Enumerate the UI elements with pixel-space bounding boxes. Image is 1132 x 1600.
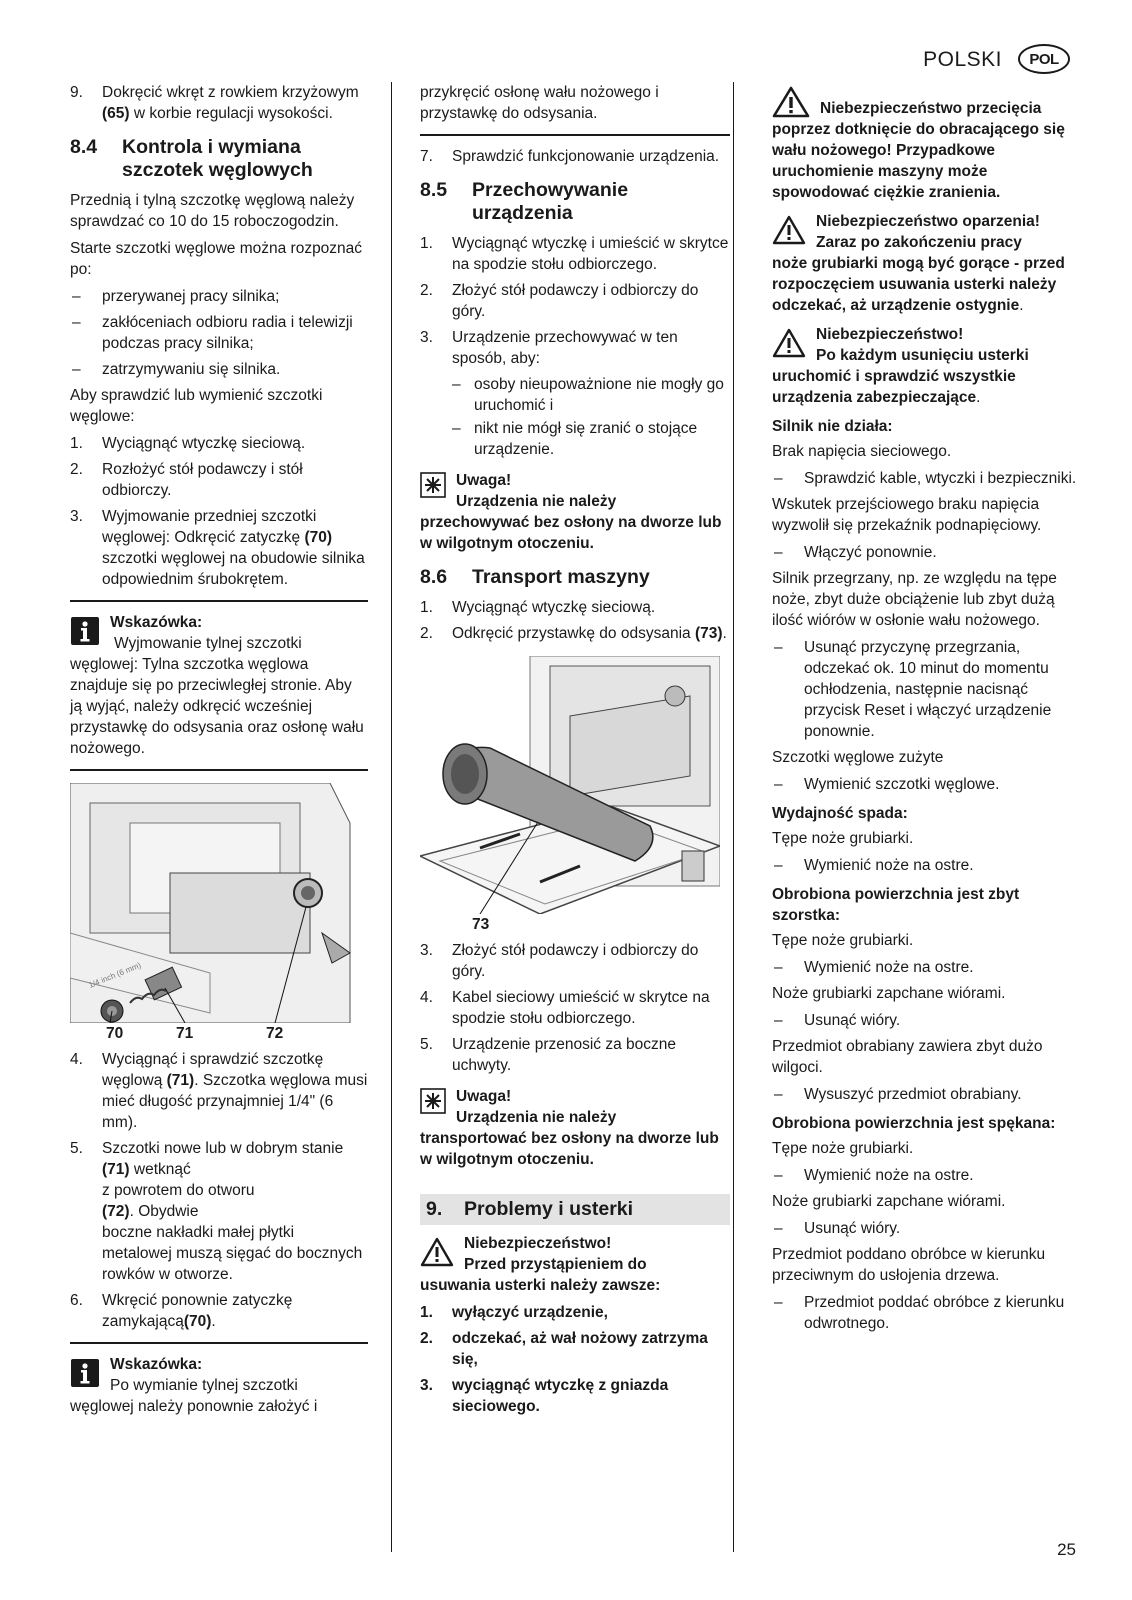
list-item: 4. Wyciągnąć i sprawdzić szczotkę węglową (71). Szczotka węglowa musi mieć długość przynajmniej 1/4" (6 mm). <box>70 1051 368 1131</box>
info-icon <box>70 1358 100 1388</box>
column-2 <box>420 82 730 1422</box>
danger-note: Niebezpieczeństwo! Po każdym usunięciu usterki uruchomić i sprawdzić wszystkie urządzenia zabezpieczające. <box>772 326 1029 406</box>
sub-dash-item: – osoby nieupoważnione nie mogły go uruchomić i <box>452 376 724 414</box>
divider <box>70 600 368 602</box>
column-3: Niebezpieczeństwo przecięcia poprzez dotknięcie do obracającego się wału nożowego! Przypadkowe uruchomienie maszyny może spowodować ciężkie zranienia. Niebezpieczeństwo oparzenia! Zaraz po zakończeniu pracy noże grubiarki mogą być gorące - przed rozpoczęciem usuwania usterki należy odczekać, aż urządzenie ostygnie. Niebezpieczeństwo! Po każdym usunięciu usterki uruchomić i sprawdzić wszystkie urządzenia zabezpieczające. Silnik nie działa: Brak napięcia sieciowego. – Sprawdzić kable, wtyczki i bezpieczniki. Wskutek przejściowego braku napięcia wyzwolił się przekaźnik podnapięciowy. – Włączyć ponownie. Silnik przegrzany, np. ze względu na tępe noże, zbyt duże obciążenie lub zbyt dużą ilość wiórów w osłonie wału nożowego. – Usunąć przyczynę przegrzania, odczekać ok. 10 minut do momentu ochłodzenia, następnie nacisnąć przycisk Reset i włączyć urządzenie ponownie. Szczotki węglowe zużyte – Wymienić szczotki węglowe. Wydajność spada: Tępe noże grubiarki. – Wymienić noże na ostre. Obrobiona powierzchnia jest zbyt szorstka: Tępe noże grubiarki. – Wymienić noże na ostre. Noże grubiarki zapchane wiórami. – Usunąć wióry. Przedmiot obrabiany zawiera zbyt dużo wilgoci. – Wysuszyć przedmiot obrabiany. Obrobiona powierzchnia jest spękana: Tępe noże grubiarki. – Wymienić noże na ostre. Noże grubiarki zapchane wiórami. – Usunąć wióry. Przedmiot poddano obróbce w kierunku przeciwnym do usłojenia drzewa. – Przedmiot poddać obróbce z kierunku odwrotnego. <box>772 82 1088 1339</box>
dash-item: – przerywanej pracy silnika; <box>72 288 280 305</box>
divider <box>70 1342 368 1344</box>
paragraph: przykręcić osłonę wału nożowego i przystawkę do odsysania. <box>420 84 659 122</box>
list-item: 6. Wkręcić ponownie zatyczkę zamykającą(70). <box>70 1292 293 1330</box>
dash-item: – Usunąć przyczynę przegrzania, odczekać ok. 10 minut do momentu ochłodzenia, następnie nacisnąć przycisk Reset i włączyć urządzenie ponownie. <box>774 639 1052 740</box>
list-item: 1. Wyciągnąć wtyczkę i umieścić w skrytce na spodzie stołu odbiorczego. <box>420 235 729 273</box>
caution-icon <box>420 472 446 498</box>
list-item: 1. Wyciągnąć wtyczkę sieciową. <box>420 599 656 616</box>
note-title: Wskazówka: <box>110 1356 203 1373</box>
list-item: 1. wyłączyć urządzenie, <box>420 1304 608 1321</box>
danger-note: Niebezpieczeństwo oparzenia! Zaraz po zakończeniu pracy noże grubiarki mogą być gorące - przed rozpoczęciem usuwania usterki należy odczekać, aż urządzenie ostygnie. <box>772 213 1065 314</box>
dash-item: – Wymienić noże na ostre. <box>774 959 974 976</box>
caution-note: Uwaga! Urządzenia nie należy transportować bez osłony na dworze lub w wilgotnym otoczeniu. <box>420 1088 719 1168</box>
dash-item: – Przedmiot poddać obróbce z kierunku odwrotnego. <box>774 1294 1065 1332</box>
list-item: 9. Dokręcić wkręt z rowkiem krzyżowym (65) w korbie regulacji wysokości. <box>70 84 359 122</box>
warning-triangle-icon <box>772 86 810 118</box>
trouble-heading: Obrobiona powierzchnia jest zbyt szorstka: <box>772 886 1020 924</box>
list-item: 2. Odkręcić przystawkę do odsysania (73). <box>420 625 727 642</box>
paragraph: Starte szczotki węglowe można rozpoznać po: <box>70 240 363 278</box>
list-item: 3. wyciągnąć wtyczkę z gniazda sieciowego. <box>420 1377 669 1415</box>
dash-item: – zakłóceniach odbioru radia i telewizji podczas pracy silnika; <box>72 314 353 352</box>
list-item: 1. Wyciągnąć wtyczkę sieciową. <box>70 435 306 452</box>
column-divider-2 <box>733 82 734 1552</box>
hint-note: Wskazówka: Wyjmowanie tylnej szczotki węglowej: Tylna szczotka węglowa znajduje się po przeciwległej stronie. Aby ją wyjąć, należy odkręcić wcześniej przystawkę do odsysania oraz osłonę wału nożowego. <box>70 612 368 759</box>
sub-dash-item: – nikt nie mógł się zranić o stojące urządzenie. <box>452 420 698 458</box>
paragraph: Przednią i tylną szczotkę węglową należy sprawdzać co 10 do 15 roboczogodzin. <box>70 192 355 230</box>
dash-item: – Wymienić noże na ostre. <box>774 1167 974 1184</box>
column-divider-1 <box>391 82 392 1552</box>
figure-label: 71 <box>176 1025 194 1042</box>
section-heading-8-5: 8.5 Przechowywanie urządzenia <box>420 179 629 224</box>
list-item: 3. Złożyć stół podawczy i odbiorczy do góry. <box>420 942 699 980</box>
svg-text:1/4 inch (6 mm): 1/4 inch (6 mm) <box>87 960 143 990</box>
divider <box>70 769 368 771</box>
figure-dust-port <box>420 656 730 936</box>
warning-triangle-icon <box>772 215 806 245</box>
paragraph: Aby sprawdzić lub wymienić szczotki węglowe: <box>70 387 323 425</box>
figure-carbon-brush <box>70 783 368 1045</box>
list-item: 2. odczekać, aż wał nożowy zatrzyma się, <box>420 1330 708 1368</box>
danger-note: Niebezpieczeństwo przecięcia poprzez dotknięcie do obracającego się wału nożowego! Przypadkowe uruchomienie maszyny może spowodować ciężkie zranienia. <box>772 86 1088 203</box>
list-item: 2. Rozłożyć stół podawczy i stół odbiorczy. <box>70 461 303 499</box>
section-heading-8-6: 8.6 Transport maszyny <box>420 566 650 588</box>
section-heading-8-4: 8.4 Kontrola i wymiana szczotek węglowych <box>70 136 313 181</box>
figure-label: 72 <box>266 1025 284 1042</box>
dash-item: – Wymienić noże na ostre. <box>774 857 974 874</box>
list-item: 3. Urządzenie przechowywać w ten sposób, aby: <box>420 329 678 367</box>
danger-note: Niebezpieczeństwo! Przed przystąpieniem do usuwania usterki należy zawsze: <box>420 1235 661 1294</box>
language-badge: POL <box>1018 44 1070 74</box>
note-title: Wskazówka: <box>110 614 203 631</box>
divider <box>420 134 730 136</box>
dash-item: – Wymienić szczotki węglowe. <box>774 776 1000 793</box>
dash-item: – Wysuszyć przedmiot obrabiany. <box>774 1086 1022 1103</box>
section-heading-9: 9. Problemy i usterki <box>420 1194 730 1225</box>
dash-item: – Usunąć wióry. <box>774 1012 901 1029</box>
warning-triangle-icon <box>420 1237 454 1267</box>
column-1 <box>70 82 368 1423</box>
list-item: 4. Kabel sieciowy umieścić w skrytce na spodzie stołu odbiorczego. <box>420 989 710 1027</box>
planer-illustration <box>420 656 720 914</box>
dash-item: – zatrzymywaniu się silnika. <box>72 361 281 378</box>
brush-illustration <box>70 783 368 1023</box>
list-item: 7. Sprawdzić funkcjonowanie urządzenia. <box>420 148 720 165</box>
dash-item: – Sprawdzić kable, wtyczki i bezpieczniki. <box>774 470 1077 487</box>
info-icon <box>70 616 100 646</box>
list-item: 5. Szczotki nowe lub w dobrym stanie (71) wetknąć z powrotem do otworu (72). Obydwie boczne nakładki małej płytki metalowej muszą sięgać do bocznych rowków w otworze. <box>70 1140 363 1283</box>
trouble-heading: Wydajność spada: <box>772 805 908 822</box>
figure-label: 73 <box>472 916 490 933</box>
hint-note: Wskazówka: Po wymianie tylnej szczotki węglowej należy ponownie założyć i <box>70 1354 368 1417</box>
trouble-heading: Obrobiona powierzchnia jest spękana: <box>772 1115 1056 1132</box>
figure-label: 70 <box>106 1025 124 1042</box>
warning-triangle-icon <box>772 328 806 358</box>
page-number: 25 <box>1057 1540 1076 1559</box>
trouble-heading: Silnik nie działa: <box>772 418 893 435</box>
list-item: 2. Złożyć stół podawczy i odbiorczy do góry. <box>420 282 699 320</box>
list-item: 3. Wyjmowanie przedniej szczotki węglowej: Odkręcić zatyczkę (70) szczotki węglowej na obudowie silnika odpowiednim śrubokrętem. <box>70 508 365 588</box>
dash-item: – Usunąć wióry. <box>774 1220 901 1237</box>
caution-icon <box>420 1088 446 1114</box>
caution-note: Uwaga! Urządzenia nie należy przechowywać bez osłony na dworze lub w wilgotnym otoczeniu. <box>420 472 722 552</box>
dash-item: – Włączyć ponownie. <box>774 544 937 561</box>
list-item: 5. Urządzenie przenosić za boczne uchwyty. <box>420 1036 677 1074</box>
page-header <box>923 44 1070 74</box>
language-label: POLSKI <box>923 47 1002 71</box>
